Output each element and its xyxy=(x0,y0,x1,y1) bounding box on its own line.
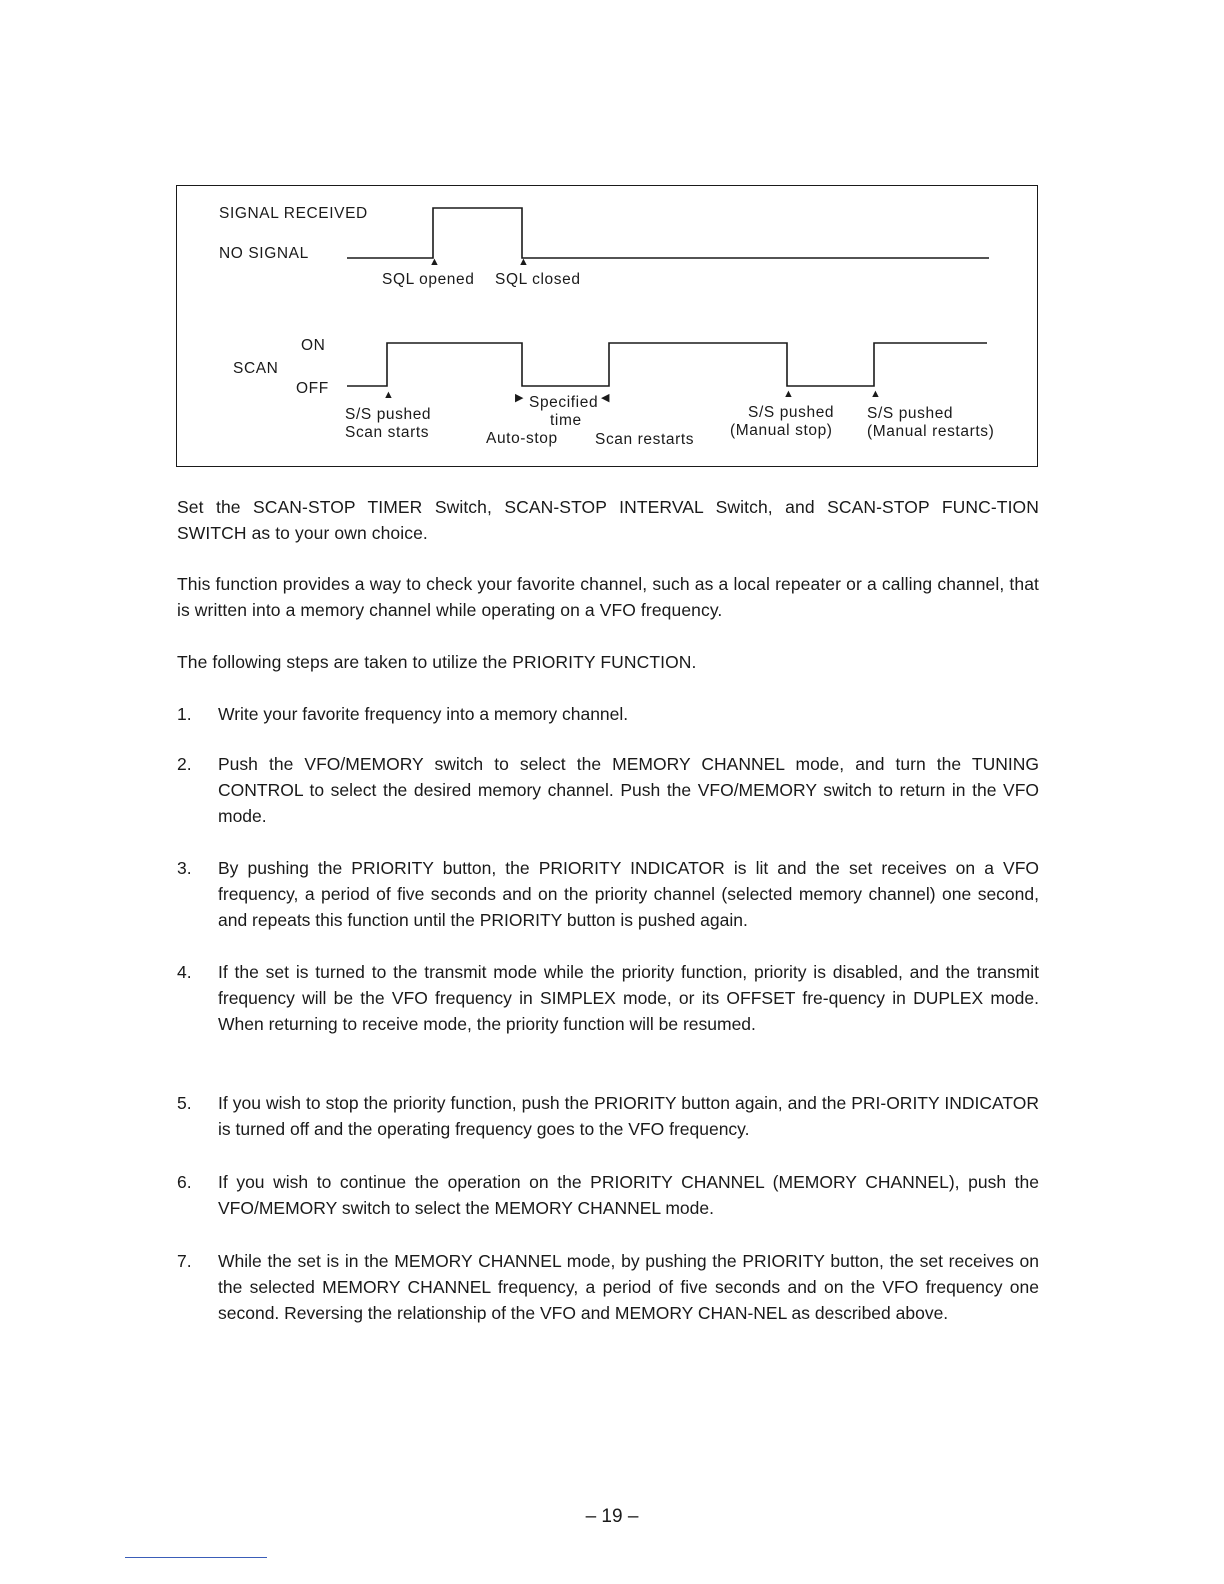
sql-opened-label: SQL opened xyxy=(382,271,475,288)
ss-pushed-3-label: S/S pushed xyxy=(867,405,954,422)
specified-label: Specified xyxy=(529,394,599,411)
timing-diagram xyxy=(176,185,1038,467)
time-label: time xyxy=(550,412,582,429)
sql-closed-arrow-icon: ▲ xyxy=(518,256,529,268)
step-number: 5. xyxy=(177,1093,192,1113)
scan-restarts-label: Scan restarts xyxy=(595,431,695,448)
step-number: 2. xyxy=(177,754,192,774)
step-text: If you wish to stop the priority function, push the PRIORITY button again, and the PRI-ORITY INDICATOR is turned off and the operating frequency goes to the VFO frequency. xyxy=(218,1093,1039,1139)
step-number: 4. xyxy=(177,962,192,982)
specified-left-arrow-icon: ▶ xyxy=(515,392,524,404)
intro-paragraph: Set the SCAN-STOP TIMER Switch, SCAN-STOP INTERVAL Switch, and SCAN-STOP FUNC-TION SWITCH as to your own choice. xyxy=(177,497,1039,543)
page-number: – 19 – xyxy=(585,1506,639,1527)
signal-waveform xyxy=(347,208,989,258)
off-label: OFF xyxy=(296,380,329,397)
manual-restart-arrow-icon: ▲ xyxy=(870,388,881,400)
step-number: 3. xyxy=(177,858,192,878)
manual-stop-arrow-icon: ▲ xyxy=(783,388,794,400)
on-label: ON xyxy=(301,337,326,354)
scan-start-arrow-icon: ▲ xyxy=(383,389,394,401)
scan-label: SCAN xyxy=(233,360,279,377)
step-text: If the set is turned to the transmit mode while the priority function, priority is disabled, and the transmit frequency will be the VFO frequency in SIMPLEX mode, or its OFFSET fre-quency in DUPLEX mode. When returning to receive mode, the priority function will be resumed. xyxy=(218,962,1039,1034)
ss-pushed-label: S/S pushed xyxy=(345,406,432,423)
edge-line xyxy=(125,1557,267,1558)
no-signal-label: NO SIGNAL xyxy=(219,245,309,262)
specified-right-arrow-icon: ◀ xyxy=(601,392,610,404)
scan-starts-label: Scan starts xyxy=(345,424,430,441)
step-text: Push the VFO/MEMORY switch to select the MEMORY CHANNEL mode, and turn the TUNING CONTROL to select the desired memory channel. Push the VFO/MEMORY switch to return in the VFO mode. xyxy=(218,754,1039,826)
step-number: 1. xyxy=(177,704,192,724)
manual-restarts-label: (Manual restarts) xyxy=(867,423,995,440)
scan-waveform xyxy=(347,343,987,386)
auto-stop-label: Auto-stop xyxy=(486,430,558,447)
step-number: 7. xyxy=(177,1251,192,1271)
steps-intro: The following steps are taken to utilize the PRIORITY FUNCTION. xyxy=(177,652,697,672)
description-paragraph: This function provides a way to check your favorite channel, such as a local repeater or a calling channel, that is written into a memory channel while operating on a VFO frequency. xyxy=(177,574,1039,620)
sql-opened-arrow-icon: ▲ xyxy=(429,256,440,268)
step-text: If you wish to continue the operation on the PRIORITY CHANNEL (MEMORY CHANNEL), push the VFO/MEMORY switch to select the MEMORY CHANNEL mode. xyxy=(218,1172,1039,1218)
step-text: By pushing the PRIORITY button, the PRIORITY INDICATOR is lit and the set receives on a VFO frequency, a period of five seconds and on the priority channel (selected memory channel) one second, and repeats this function until the PRIORITY button is pushed again. xyxy=(218,858,1039,930)
sql-closed-label: SQL closed xyxy=(495,271,581,288)
signal-received-label: SIGNAL RECEIVED xyxy=(219,205,368,222)
ss-pushed-2-label: S/S pushed xyxy=(748,404,835,421)
step-number: 6. xyxy=(177,1172,192,1192)
step-text: Write your favorite frequency into a memory channel. xyxy=(218,704,629,724)
manual-stop-label: (Manual stop) xyxy=(730,422,833,439)
step-text: While the set is in the MEMORY CHANNEL mode, by pushing the PRIORITY button, the set receives on the selected MEMORY CHANNEL frequency, a period of five seconds and on the VFO frequency one second. Reversing the relationship of the VFO and MEMORY CHAN-NEL as described above. xyxy=(218,1251,1039,1323)
